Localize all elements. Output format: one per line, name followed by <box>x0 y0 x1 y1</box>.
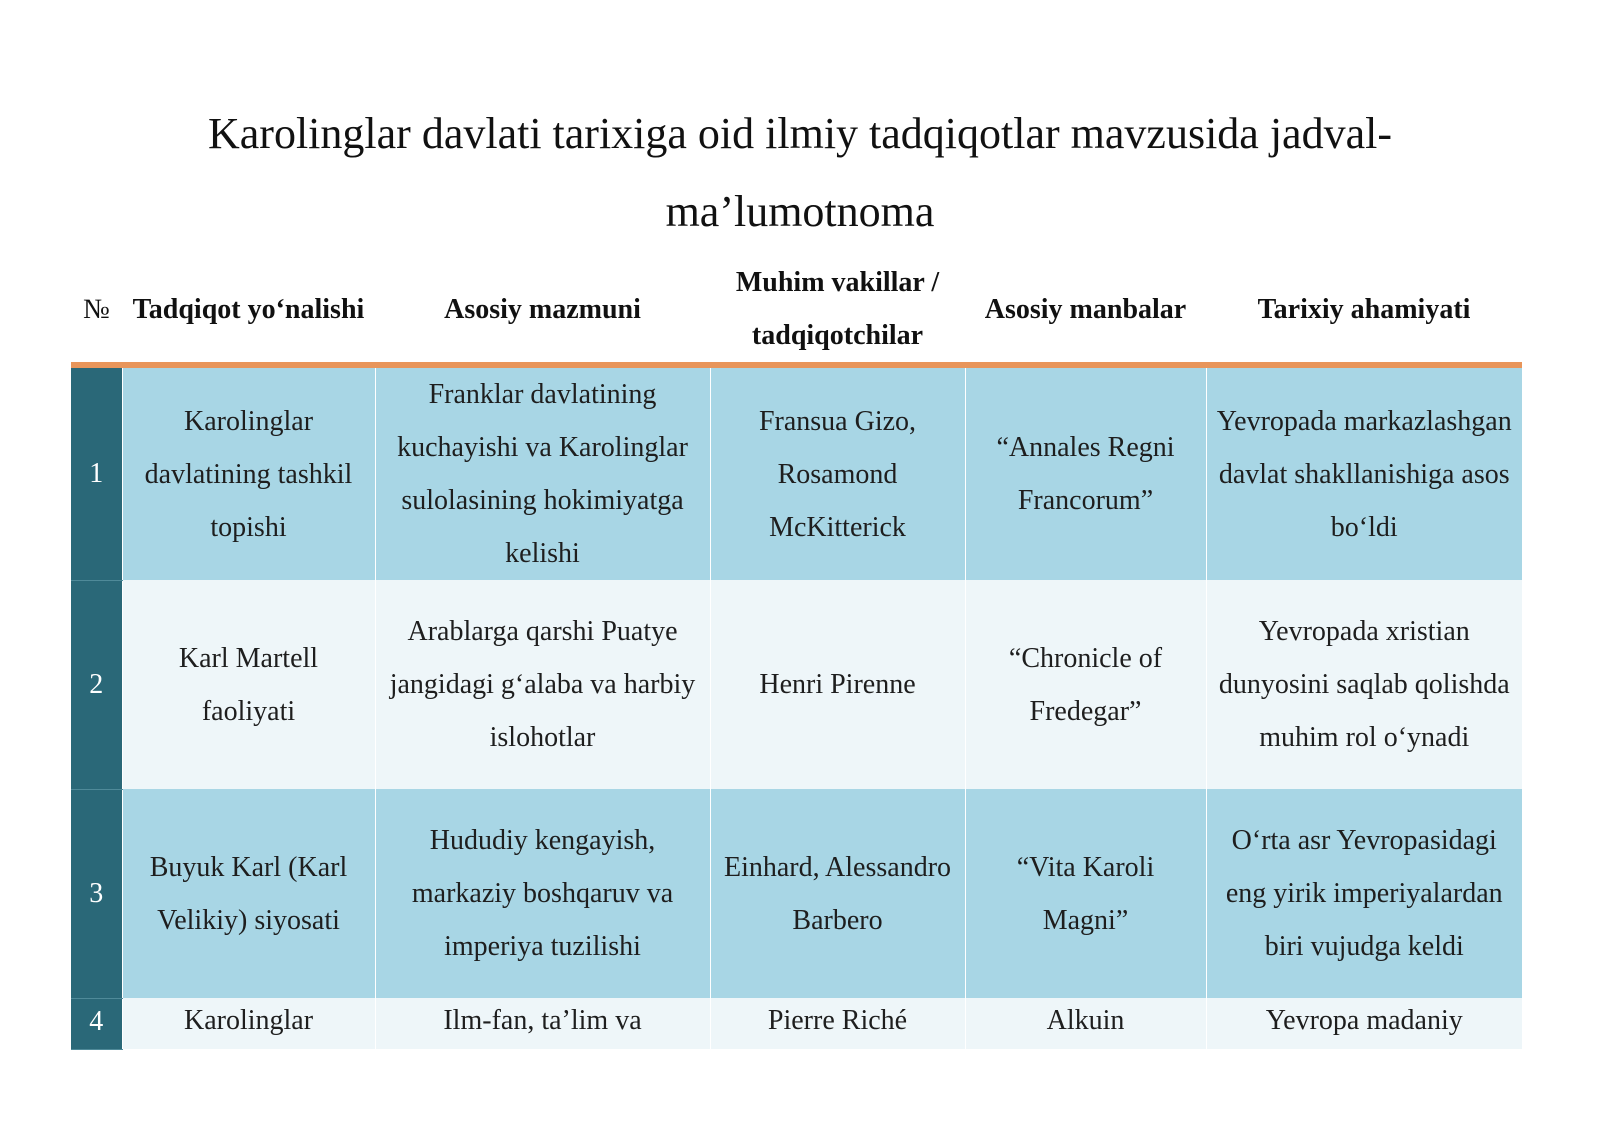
table-row <box>71 789 1522 998</box>
reference-table <box>71 256 1522 1050</box>
cell-significance: O‘rta asr Yevropasidagi eng yirik imperiyalardan biri vujudga keldi <box>1206 789 1522 998</box>
table-row <box>71 580 1522 789</box>
cell-content: Franklar davlatining kuchayishi va Karolinglar sulolasining hokimiyatga kelishi <box>375 365 710 580</box>
cell-significance: Yevropa madaniy <box>1206 998 1522 1049</box>
row-number: 3 <box>71 789 122 998</box>
header-content: Asosiy mazmuni <box>375 256 710 365</box>
cell-researchers: Einhard, Alessandro Barbero <box>710 789 965 998</box>
row-number: 4 <box>71 998 122 1049</box>
row-number: 1 <box>71 365 122 580</box>
cell-significance: Yevropada xristian dunyosini saqlab qolishda muhim rol o‘ynadi <box>1206 580 1522 789</box>
cell-researchers: Henri Pirenne <box>710 580 965 789</box>
cell-content: Ilm-fan, ta’lim va <box>375 998 710 1049</box>
cell-researchers: Pierre Riché <box>710 998 965 1049</box>
table-row <box>71 365 1522 580</box>
title-line-2: ma’lumotnoma <box>665 187 935 236</box>
cell-sources: “Chronicle of Fredegar” <box>965 580 1206 789</box>
cell-sources: Alkuin <box>965 998 1206 1049</box>
header-number: № <box>71 256 122 365</box>
table-body <box>71 365 1522 1049</box>
cell-direction: Karolinglar <box>122 998 375 1049</box>
cell-significance: Yevropada markazlashgan davlat shakllanishiga asos bo‘ldi <box>1206 365 1522 580</box>
cell-sources: “Annales Regni Francorum” <box>965 365 1206 580</box>
table-row <box>71 998 1522 1049</box>
table-header <box>71 256 1522 365</box>
header-researchers: Muhim vakillar / tadqiqotchilar <box>710 256 965 365</box>
cell-direction: Karl Martell faoliyati <box>122 580 375 789</box>
document-title <box>140 95 1460 251</box>
cell-content: Hududiy kengayish, markaziy boshqaruv va imperiya tuzilishi <box>375 789 710 998</box>
row-number: 2 <box>71 580 122 789</box>
title-line-1: Karolinglar davlati tarixiga oid ilmiy tadqiqotlar mavzusida jadval- <box>208 109 1392 158</box>
header-sources: Asosiy manbalar <box>965 256 1206 365</box>
cell-researchers: Fransua Gizo, Rosamond McKitterick <box>710 365 965 580</box>
cell-direction: Buyuk Karl (Karl Velikiy) siyosati <box>122 789 375 998</box>
cell-sources: “Vita Karoli Magni” <box>965 789 1206 998</box>
cell-content: Arablarga qarshi Puatye jangidagi g‘alaba va harbiy islohotlar <box>375 580 710 789</box>
header-row <box>71 256 1522 365</box>
cell-direction: Karolinglar davlatining tashkil topishi <box>122 365 375 580</box>
header-significance: Tarixiy ahamiyati <box>1206 256 1522 365</box>
header-direction: Tadqiqot yo‘nalishi <box>122 256 375 365</box>
